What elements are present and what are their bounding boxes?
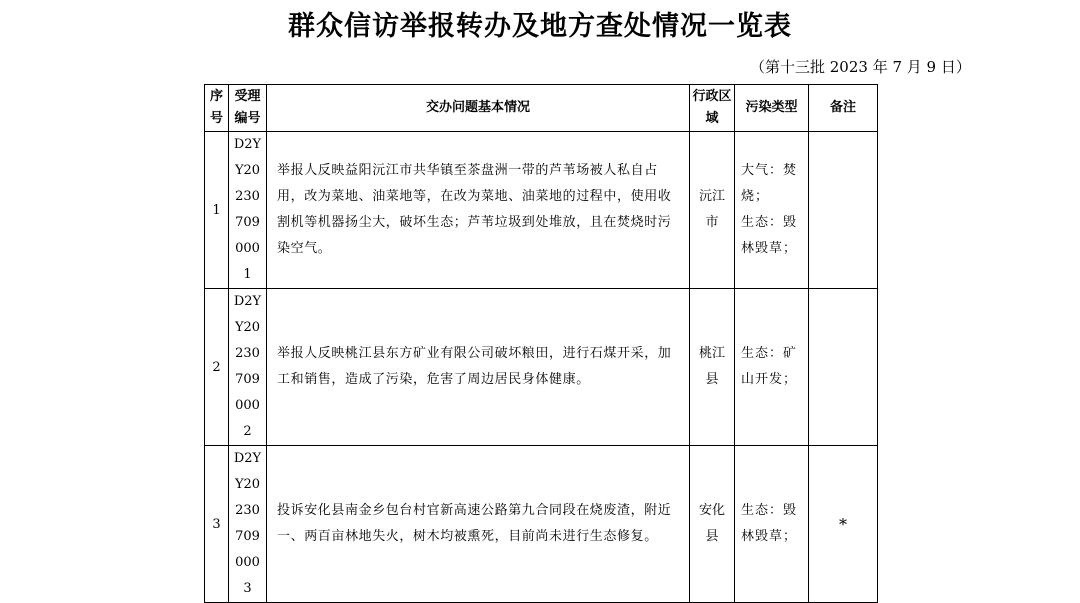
- cell-desc: 举报人反映桃江县东方矿业有限公司破坏粮田，进行石煤开采，加工和销售，造成了污染，危害了周边居民身体健康。: [267, 289, 690, 446]
- type-line: 生态：毁林毁草；: [741, 503, 798, 544]
- table-row: [205, 446, 878, 603]
- complaint-table: [204, 84, 878, 603]
- cell-type: [735, 446, 809, 603]
- cell-desc: 投诉安化县南金乡包台村官新高速公路第九合同段在烧废渣，附近一、两百亩林地失火，树木均被熏死，目前尚未进行生态修复。: [267, 446, 690, 603]
- table-row: [205, 289, 878, 446]
- cell-area: 桃江县: [690, 289, 735, 446]
- cell-code: D2YY202307090002: [229, 289, 267, 446]
- type-line: 生态：毁林毁草；: [741, 215, 798, 256]
- cell-code: D2YY202307090003: [229, 446, 267, 603]
- header-code: 受理编号: [229, 85, 267, 132]
- cell-code: D2YY202307090001: [229, 132, 267, 289]
- table-row: [205, 132, 878, 289]
- cell-note: [809, 289, 878, 446]
- type-line: 生态：矿山开发；: [741, 346, 798, 387]
- cell-no: 1: [205, 132, 229, 289]
- table-header-row: [205, 85, 878, 132]
- document-title: 群众信访举报转办及地方查处情况一览表: [288, 11, 792, 42]
- cell-no: 2: [205, 289, 229, 446]
- batch-date: （第十三批 2023 年 7 月 9 日）: [750, 58, 971, 76]
- cell-note: [809, 132, 878, 289]
- cell-area: 安化县: [690, 446, 735, 603]
- cell-area: 沅江市: [690, 132, 735, 289]
- cell-type: [735, 132, 809, 289]
- header-note: 备注: [809, 85, 878, 132]
- cell-type: [735, 289, 809, 446]
- header-no: 序号: [205, 85, 229, 132]
- header-area: 行政区域: [690, 85, 735, 132]
- cell-desc: 举报人反映益阳沅江市共华镇至茶盘洲一带的芦苇场被人私自占用，改为菜地、油菜地等，在改为菜地、油菜地的过程中，使用收割机等机器扬尘大，破坏生态；芦苇垃圾到处堆放，且在焚烧时污染空气。: [267, 132, 690, 289]
- cell-note: *: [809, 446, 878, 603]
- header-desc: 交办问题基本情况: [267, 85, 690, 132]
- type-line: 大气：焚烧；: [741, 163, 798, 204]
- cell-no: 3: [205, 446, 229, 603]
- header-type: 污染类型: [735, 85, 809, 132]
